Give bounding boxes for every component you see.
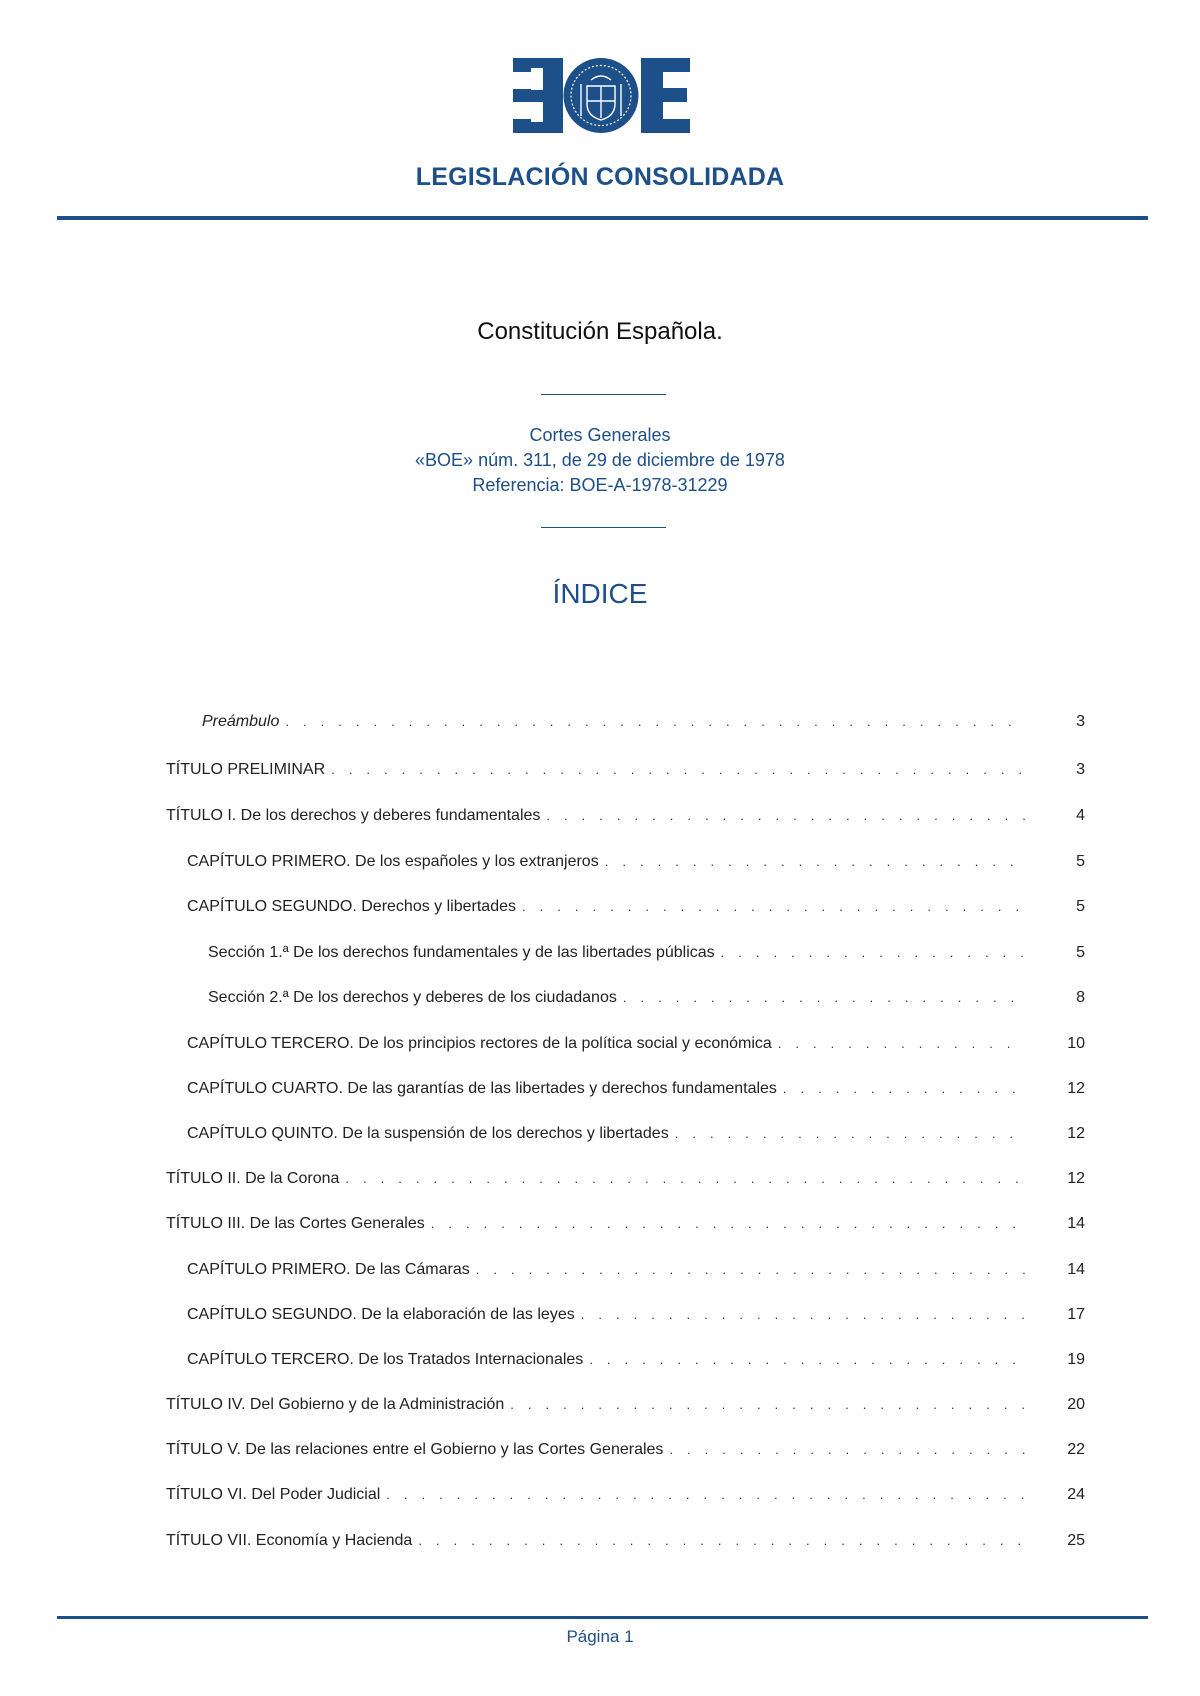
toc-entry-label: CAPÍTULO SEGUNDO. De la elaboración de las leyes xyxy=(187,1306,575,1323)
toc-entry-page: 14 xyxy=(1067,1261,1085,1278)
toc-entry-page: 12 xyxy=(1067,1125,1085,1142)
toc-entry-page: 3 xyxy=(1076,713,1085,730)
toc-dot-leader xyxy=(675,1126,1025,1141)
toc-entry-page: 5 xyxy=(1076,944,1085,961)
toc-entry-label: CAPÍTULO CUARTO. De las garantías de las libertades y derechos fundamentales xyxy=(187,1080,777,1097)
index-title: ÍNDICE xyxy=(552,578,648,609)
toc-entry-label: Preámbulo xyxy=(202,713,280,730)
toc-entry[interactable] xyxy=(187,1125,1085,1149)
toc-entry[interactable] xyxy=(187,1306,1085,1330)
toc-dot-leader xyxy=(510,1397,1025,1412)
toc-entry[interactable] xyxy=(187,1080,1085,1104)
toc-dot-leader xyxy=(605,854,1025,869)
toc-entry[interactable] xyxy=(166,1532,1085,1556)
toc-entry-page: 17 xyxy=(1067,1306,1085,1323)
toc-dot-leader xyxy=(581,1307,1025,1322)
toc-dot-leader xyxy=(431,1216,1025,1231)
toc-entry-label: CAPÍTULO PRIMERO. De los españoles y los extranjeros xyxy=(187,853,599,870)
document-reference: Referencia: BOE-A-1978-31229 xyxy=(472,475,728,495)
toc-entry[interactable] xyxy=(187,1035,1085,1059)
issuer: Cortes Generales xyxy=(529,425,671,445)
toc-entry[interactable] xyxy=(166,1486,1085,1510)
footer-divider xyxy=(57,1616,1148,1619)
toc-entry[interactable] xyxy=(166,1396,1085,1420)
toc-entry[interactable] xyxy=(166,1170,1085,1194)
toc-entry-page: 19 xyxy=(1067,1351,1085,1368)
toc-entry-label: CAPÍTULO TERCERO. De los principios rectores de la política social y económica xyxy=(187,1035,772,1052)
toc-entry-label: TÍTULO II. De la Corona xyxy=(166,1170,340,1187)
toc-entry-label: TÍTULO IV. Del Gobierno y de la Administración xyxy=(166,1396,505,1413)
toc-entry-page: 12 xyxy=(1067,1170,1085,1187)
toc-dot-leader xyxy=(418,1533,1025,1548)
toc-entry-page: 5 xyxy=(1076,853,1085,870)
toc-entry-page: 20 xyxy=(1067,1396,1085,1413)
toc-dot-leader xyxy=(669,1442,1025,1457)
toc-dot-leader xyxy=(522,899,1025,914)
toc-entry-label: CAPÍTULO SEGUNDO. Derechos y libertades xyxy=(187,898,516,915)
toc-entry-page: 8 xyxy=(1076,989,1085,1006)
toc-entry-page: 24 xyxy=(1067,1486,1085,1503)
boe-logo-graphic xyxy=(513,58,690,133)
toc-entry[interactable] xyxy=(166,1215,1085,1239)
toc-entry[interactable] xyxy=(208,989,1085,1013)
toc-entry-page: 3 xyxy=(1076,761,1085,778)
toc-dot-leader xyxy=(623,990,1025,1005)
toc-entry-label: TÍTULO I. De los derechos y deberes fundamentales xyxy=(166,807,541,824)
toc-dot-leader xyxy=(331,762,1025,777)
toc-entry[interactable] xyxy=(187,1261,1085,1285)
toc-entry-page: 5 xyxy=(1076,898,1085,915)
toc-entry[interactable] xyxy=(166,807,1085,831)
toc-dot-leader xyxy=(778,1036,1025,1051)
toc-entry[interactable] xyxy=(187,1351,1085,1375)
toc-dot-leader xyxy=(589,1352,1025,1367)
title-divider-bottom xyxy=(541,527,666,528)
toc-entry[interactable] xyxy=(187,853,1085,877)
toc-dot-leader xyxy=(476,1262,1025,1277)
toc-entry[interactable] xyxy=(208,944,1085,968)
toc-entry-label: TÍTULO III. De las Cortes Generales xyxy=(166,1215,425,1232)
toc-dot-leader xyxy=(345,1171,1025,1186)
toc-entry-label: TÍTULO PRELIMINAR xyxy=(166,761,326,778)
header-title: LEGISLACIÓN CONSOLIDADA xyxy=(415,163,785,191)
toc-entry[interactable] xyxy=(166,1441,1085,1465)
toc-entry-page: 10 xyxy=(1067,1035,1085,1052)
document-metadata xyxy=(0,423,1200,498)
toc-entry-label: TÍTULO V. De las relaciones entre el Gobierno y las Cortes Generales xyxy=(166,1441,664,1458)
toc-dot-leader xyxy=(546,808,1025,823)
boe-logo xyxy=(513,58,690,133)
toc-dot-leader xyxy=(386,1487,1025,1502)
toc-entry-label: TÍTULO VII. Economía y Hacienda xyxy=(166,1532,413,1549)
toc-dot-leader xyxy=(783,1081,1025,1096)
toc-dot-leader xyxy=(285,714,1025,729)
toc-entry-page: 22 xyxy=(1067,1441,1085,1458)
toc-entry-page: 12 xyxy=(1067,1080,1085,1097)
toc-entry-label: Sección 1.ª De los derechos fundamentales y de las libertades públicas xyxy=(208,944,715,961)
toc-dot-leader xyxy=(721,945,1025,960)
toc-entry-label: TÍTULO VI. Del Poder Judicial xyxy=(166,1486,381,1503)
toc-entry[interactable] xyxy=(202,713,1085,737)
toc-entry[interactable] xyxy=(166,761,1085,785)
header-divider xyxy=(57,216,1148,220)
toc-entry-page: 4 xyxy=(1076,807,1085,824)
bulletin-reference: «BOE» núm. 311, de 29 de diciembre de 1978 xyxy=(415,450,785,470)
toc-entry-label: CAPÍTULO TERCERO. De los Tratados Internacionales xyxy=(187,1351,584,1368)
toc-entry-page: 14 xyxy=(1067,1215,1085,1232)
document-title: Constitución Española. xyxy=(477,318,723,345)
toc-entry-label: CAPÍTULO QUINTO. De la suspensión de los derechos y libertades xyxy=(187,1125,669,1142)
title-divider-top xyxy=(541,394,666,395)
toc-entry-page: 25 xyxy=(1067,1532,1085,1549)
toc-entry[interactable] xyxy=(187,898,1085,922)
toc-entry-label: Sección 2.ª De los derechos y deberes de los ciudadanos xyxy=(208,989,617,1006)
toc-entry-label: CAPÍTULO PRIMERO. De las Cámaras xyxy=(187,1261,470,1278)
page-number: Página 1 xyxy=(566,1627,634,1646)
